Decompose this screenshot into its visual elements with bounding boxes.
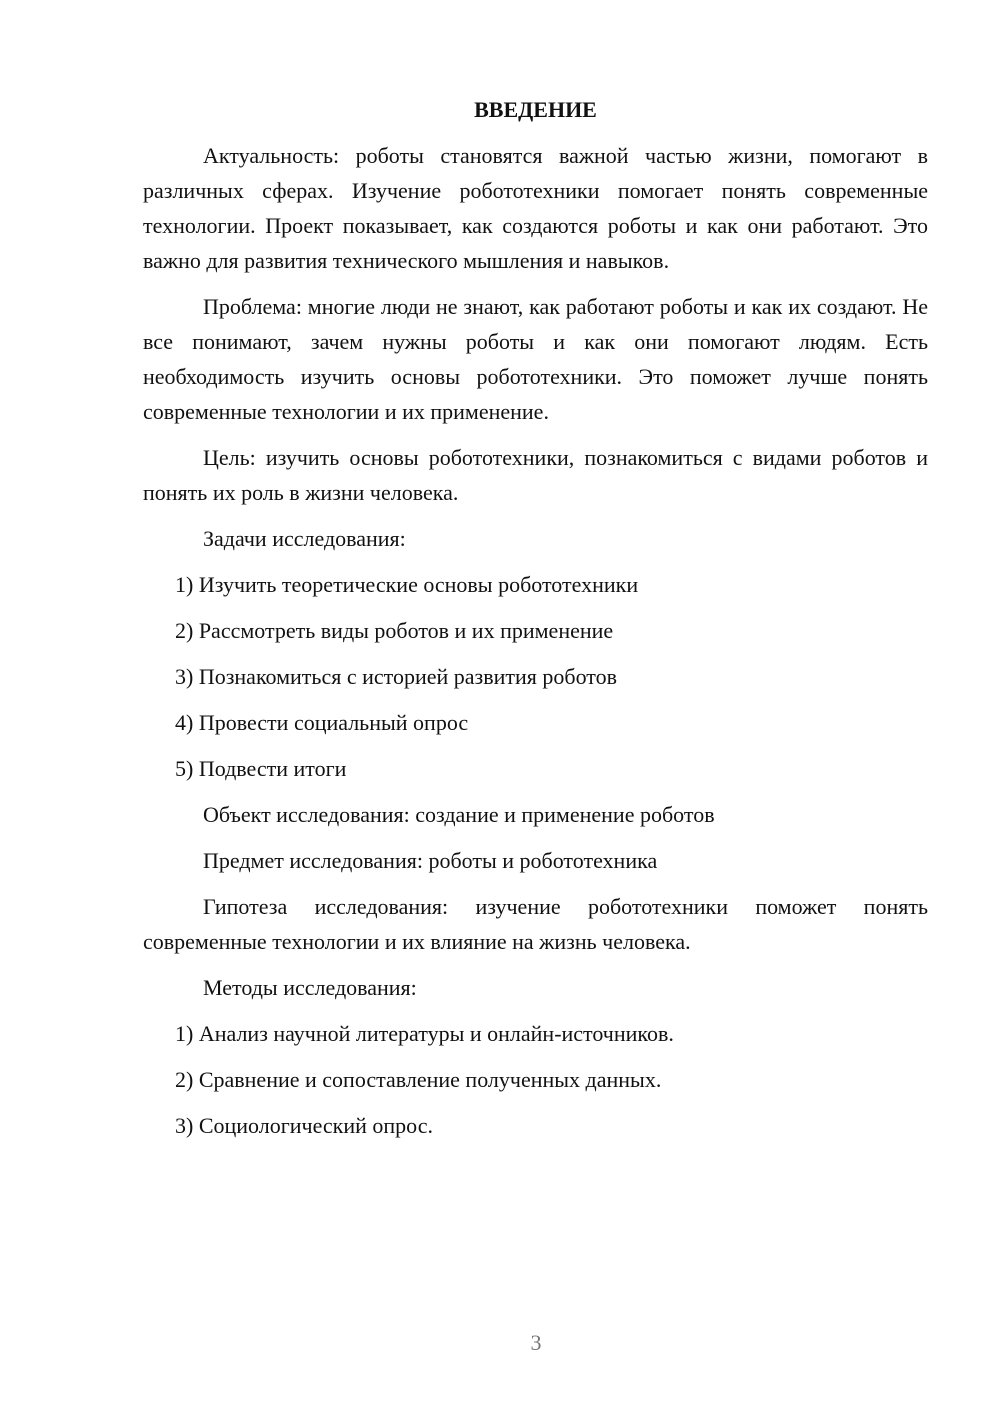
relevance-paragraph: Актуальность: роботы становятся важной частью жизни, помогают в различных сферах. Изучение робототехники помогает понять современные технологии. Проект показывает, как создаются роботы и как они работают. Это важно для развития технического мышления и навыков. — [143, 143, 928, 273]
task-item: 2) Рассмотреть виды роботов и их применение — [175, 618, 614, 643]
research-object: Объект исследования: создание и применение роботов — [203, 802, 715, 827]
task-item: 1) Изучить теоретические основы робототехники — [175, 572, 639, 597]
page-title: ВВЕДЕНИЕ — [474, 97, 597, 122]
task-item: 4) Провести социальный опрос — [175, 710, 469, 735]
page-content — [143, 92, 928, 1154]
methods-heading: Методы исследования: — [203, 975, 417, 1000]
method-item: 2) Сравнение и сопоставление полученных данных. — [175, 1067, 662, 1092]
page-number: 3 — [530, 1330, 542, 1355]
method-item: 3) Социологический опрос. — [175, 1113, 433, 1138]
hypothesis-paragraph: Гипотеза исследования: изучение робототехники поможет понять современные технологии и их влияние на жизнь человека. — [143, 894, 928, 954]
method-item: 1) Анализ научной литературы и онлайн-источников. — [175, 1021, 674, 1046]
tasks-heading: Задачи исследования: — [203, 526, 406, 551]
task-item: 5) Подвести итоги — [175, 756, 347, 781]
research-subject: Предмет исследования: роботы и робототехника — [203, 848, 658, 873]
task-item: 3) Познакомиться с историей развития роботов — [175, 664, 617, 689]
goal-paragraph: Цель: изучить основы робототехники, познакомиться с видами роботов и понять их роль в жизни человека. — [143, 445, 928, 505]
problem-paragraph: Проблема: многие люди не знают, как работают роботы и как их создают. Не все понимают, зачем нужны роботы и как они помогают людям. Есть необходимость изучить основы робототехники. Это поможет лучше понять современные технологии и их применение. — [143, 294, 928, 424]
